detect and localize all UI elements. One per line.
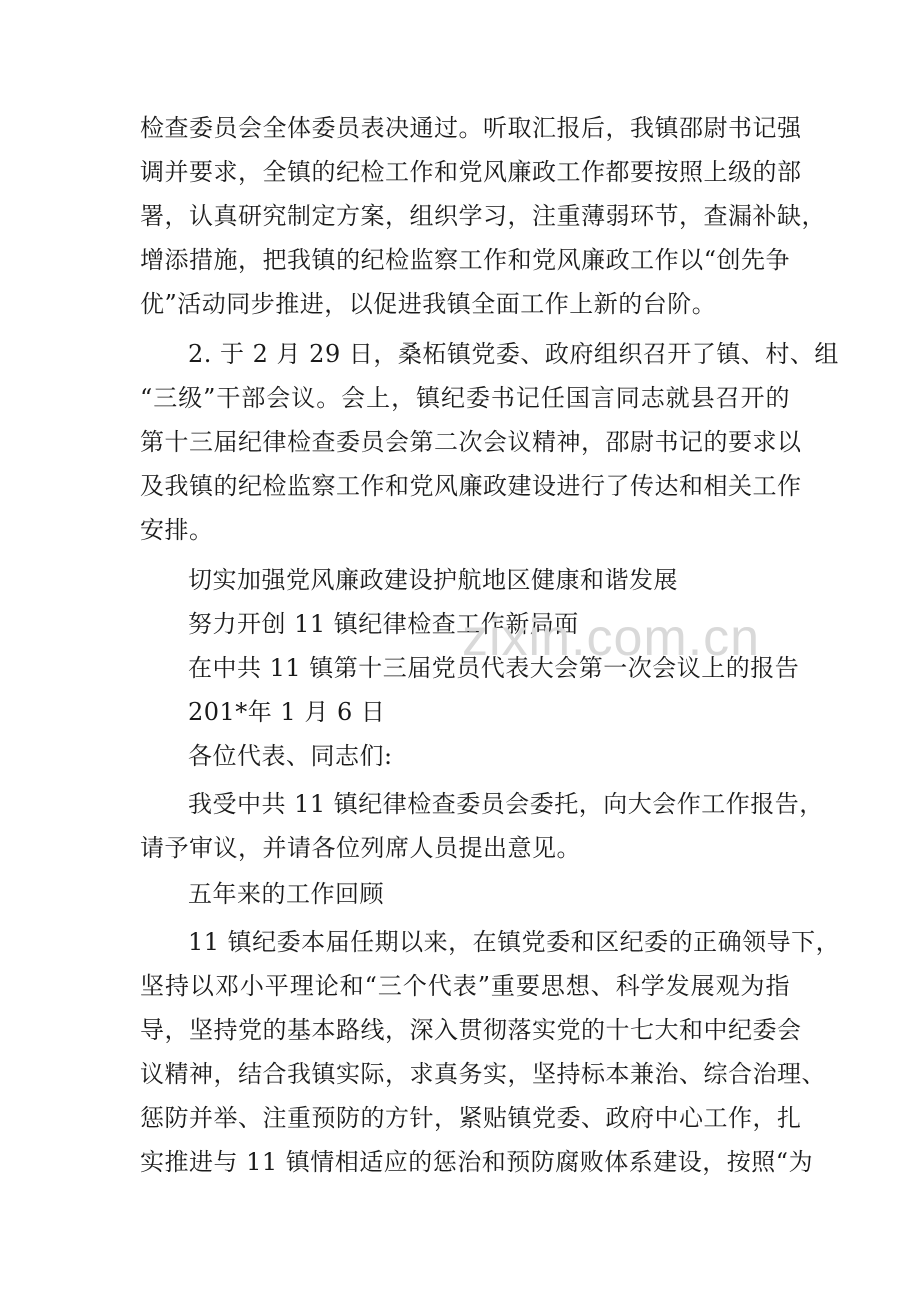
text-line: 议精神，结合我镇实际，求真务实，坚持标本兼治、综合治理、 [140,1060,826,1088]
text-line: 11 镇纪委本届任期以来，在镇党委和区纪委的正确领导下， [188,928,841,956]
heading-line: 在中共 11 镇第十三届党员代表大会第一次会议上的报告 [188,654,800,682]
text-line: 惩防并举、注重预防的方针，紧贴镇党委、政府中心工作，扎 [140,1104,802,1132]
text-line: 实推进与 11 镇情相适应的惩治和预防腐败体系建设，按照“为 [140,1148,814,1176]
text-line: 优”活动同步推进，以促进我镇全面工作上新的台阶。 [140,290,717,318]
date-line: 201*年 1 月 6 日 [188,698,386,726]
text-line: 调并要求，全镇的纪检工作和党风廉政工作都要按照上级的部 [140,158,802,186]
text-line: 及我镇的纪检监察工作和党风廉政建设进行了传达和相关工作 [140,472,802,500]
salutation-line: 各位代表、同志们: [188,742,393,770]
text-line: 增添措施，把我镇的纪检监察工作和党风廉政工作以“创先争 [140,246,790,274]
heading-line: 努力开创 11 镇纪律检查工作新局面 [188,610,579,638]
text-line: 第十三届纪律检查委员会第二次会议精神，邵尉书记的要求以 [140,428,802,456]
section-heading: 五年来的工作回顾 [188,880,384,908]
text-line: “三级”干部会议。会上，镇纪委书记任国言同志就县召开的 [140,384,790,412]
text-line: 请予审议，并请各位列席人员提出意见。 [140,834,581,862]
text-line: 署，认真研究制定方案，组织学习，注重薄弱环节，查漏补缺， [140,202,826,230]
text-line: 我受中共 11 镇纪律检查委员会委托，向大会作工作报告， [188,790,824,818]
heading-line: 切实加强党风廉政建设护航地区健康和谐发展 [188,566,678,594]
text-line: 坚持以邓小平理论和“三个代表”重要思想、科学发展观为指 [140,972,790,1000]
text-line: 安排。 [140,516,214,544]
text-line: 检查委员会全体委员表决通过。听取汇报后，我镇邵尉书记强 [140,114,802,142]
watermark-text: zixin.com.cn [462,609,761,667]
text-line: 导，坚持党的基本路线，深入贯彻落实党的十七大和中纪委会 [140,1016,802,1044]
text-line: 2. 于 2 月 29 日，桑柘镇党委、政府组织召开了镇、村、组 [188,340,839,368]
